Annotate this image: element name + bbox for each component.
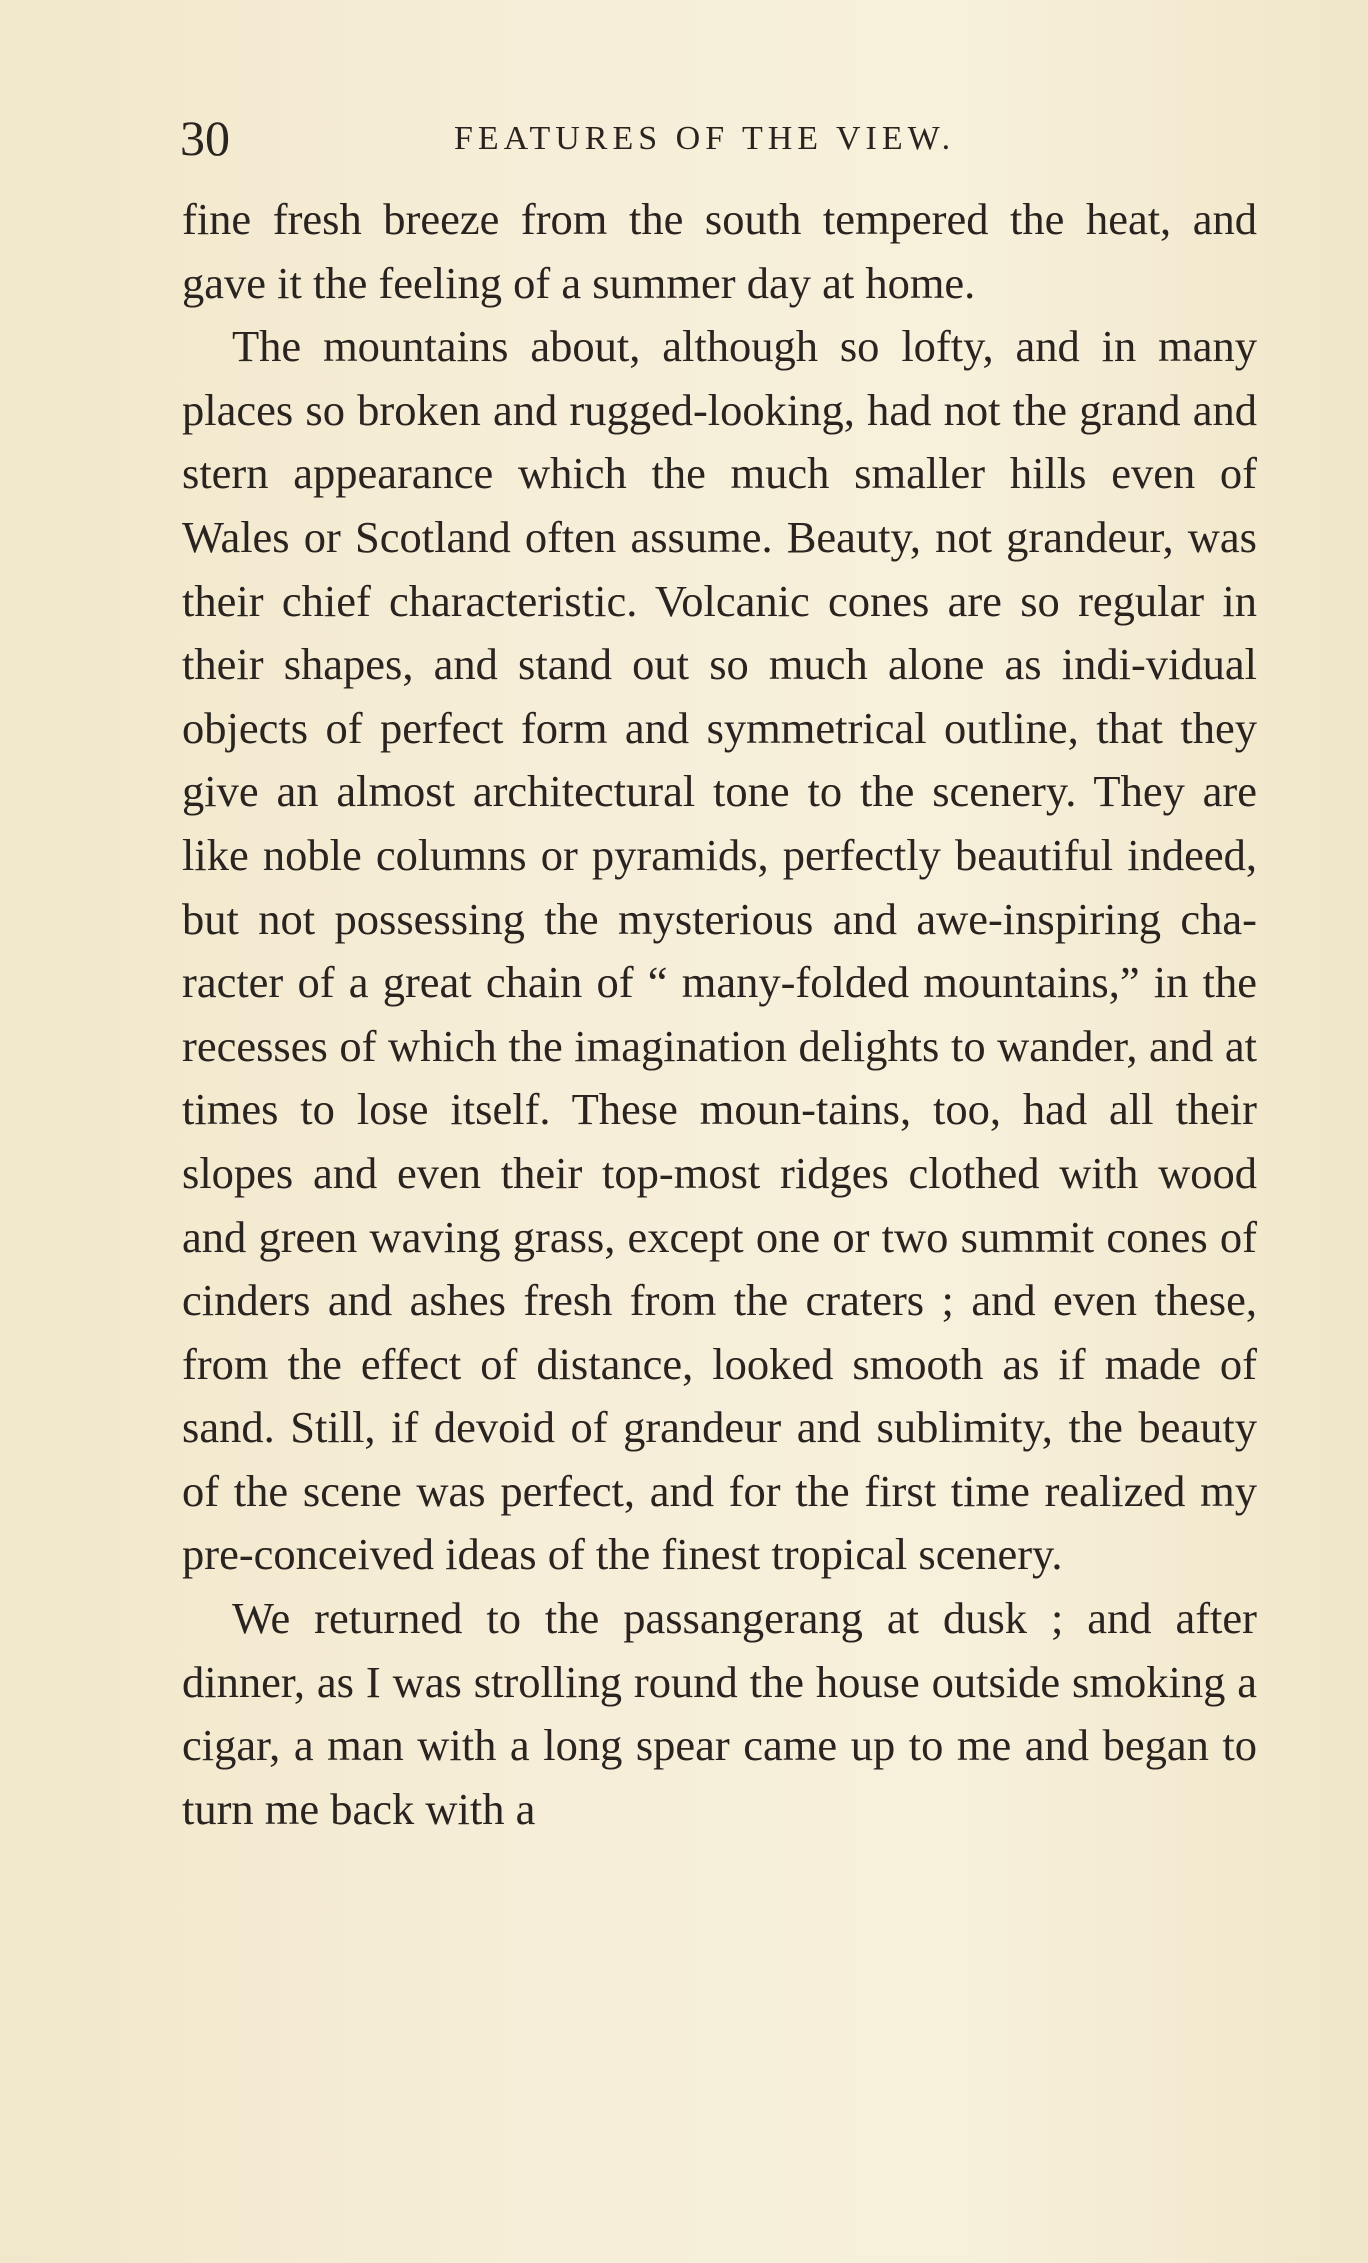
page-number: 30 — [180, 110, 230, 166]
page-header — [180, 108, 1260, 168]
running-head: FEATURES OF THE VIEW. — [454, 120, 956, 157]
paragraph-continued: fine fresh breeze from the south tempered the heat, and gave it the feeling of a summer day at home. — [182, 194, 1257, 308]
paragraph-returned: We returned to the passangerang at dusk ; and after dinner, as I was strolling round the house outside smoking a cigar, a man with a long spear came up to me and began to turn me back with a — [182, 1593, 1257, 1834]
paragraph-mountains: The mountains about, although so lofty, and in many places so broken and rugged-looking, had not the grand and stern appearance which the much smaller hills even of Wales or Scotland often assume. Beauty, not grandeur, was their chief characteristic. Volcanic cones are so regular in their shapes, and stand out so much alone as indi-vidual objects of perfect form and symmetrical outline, that they give an almost architectural tone to the scenery. They are like noble columns or pyramids, perfectly beautiful indeed, but not possessing the mysterious and awe-inspiring cha-racter of a great chain of “ many-folded mountains,” in the recesses of which the imagination delights to wander, and at times to lose itself. These moun-tains, too, had all their slopes and even their top-most ridges clothed with wood and green waving grass, except one or two summit cones of cinders and ashes fresh from the craters ; and even these, from the effect of distance, looked smooth as if made of sand. Still, if devoid of grandeur and sublimity, the beauty of the scene was perfect, and for the first time realized my pre-conceived ideas of the finest tropical scenery. — [182, 321, 1257, 1580]
body-text — [182, 188, 1257, 1841]
